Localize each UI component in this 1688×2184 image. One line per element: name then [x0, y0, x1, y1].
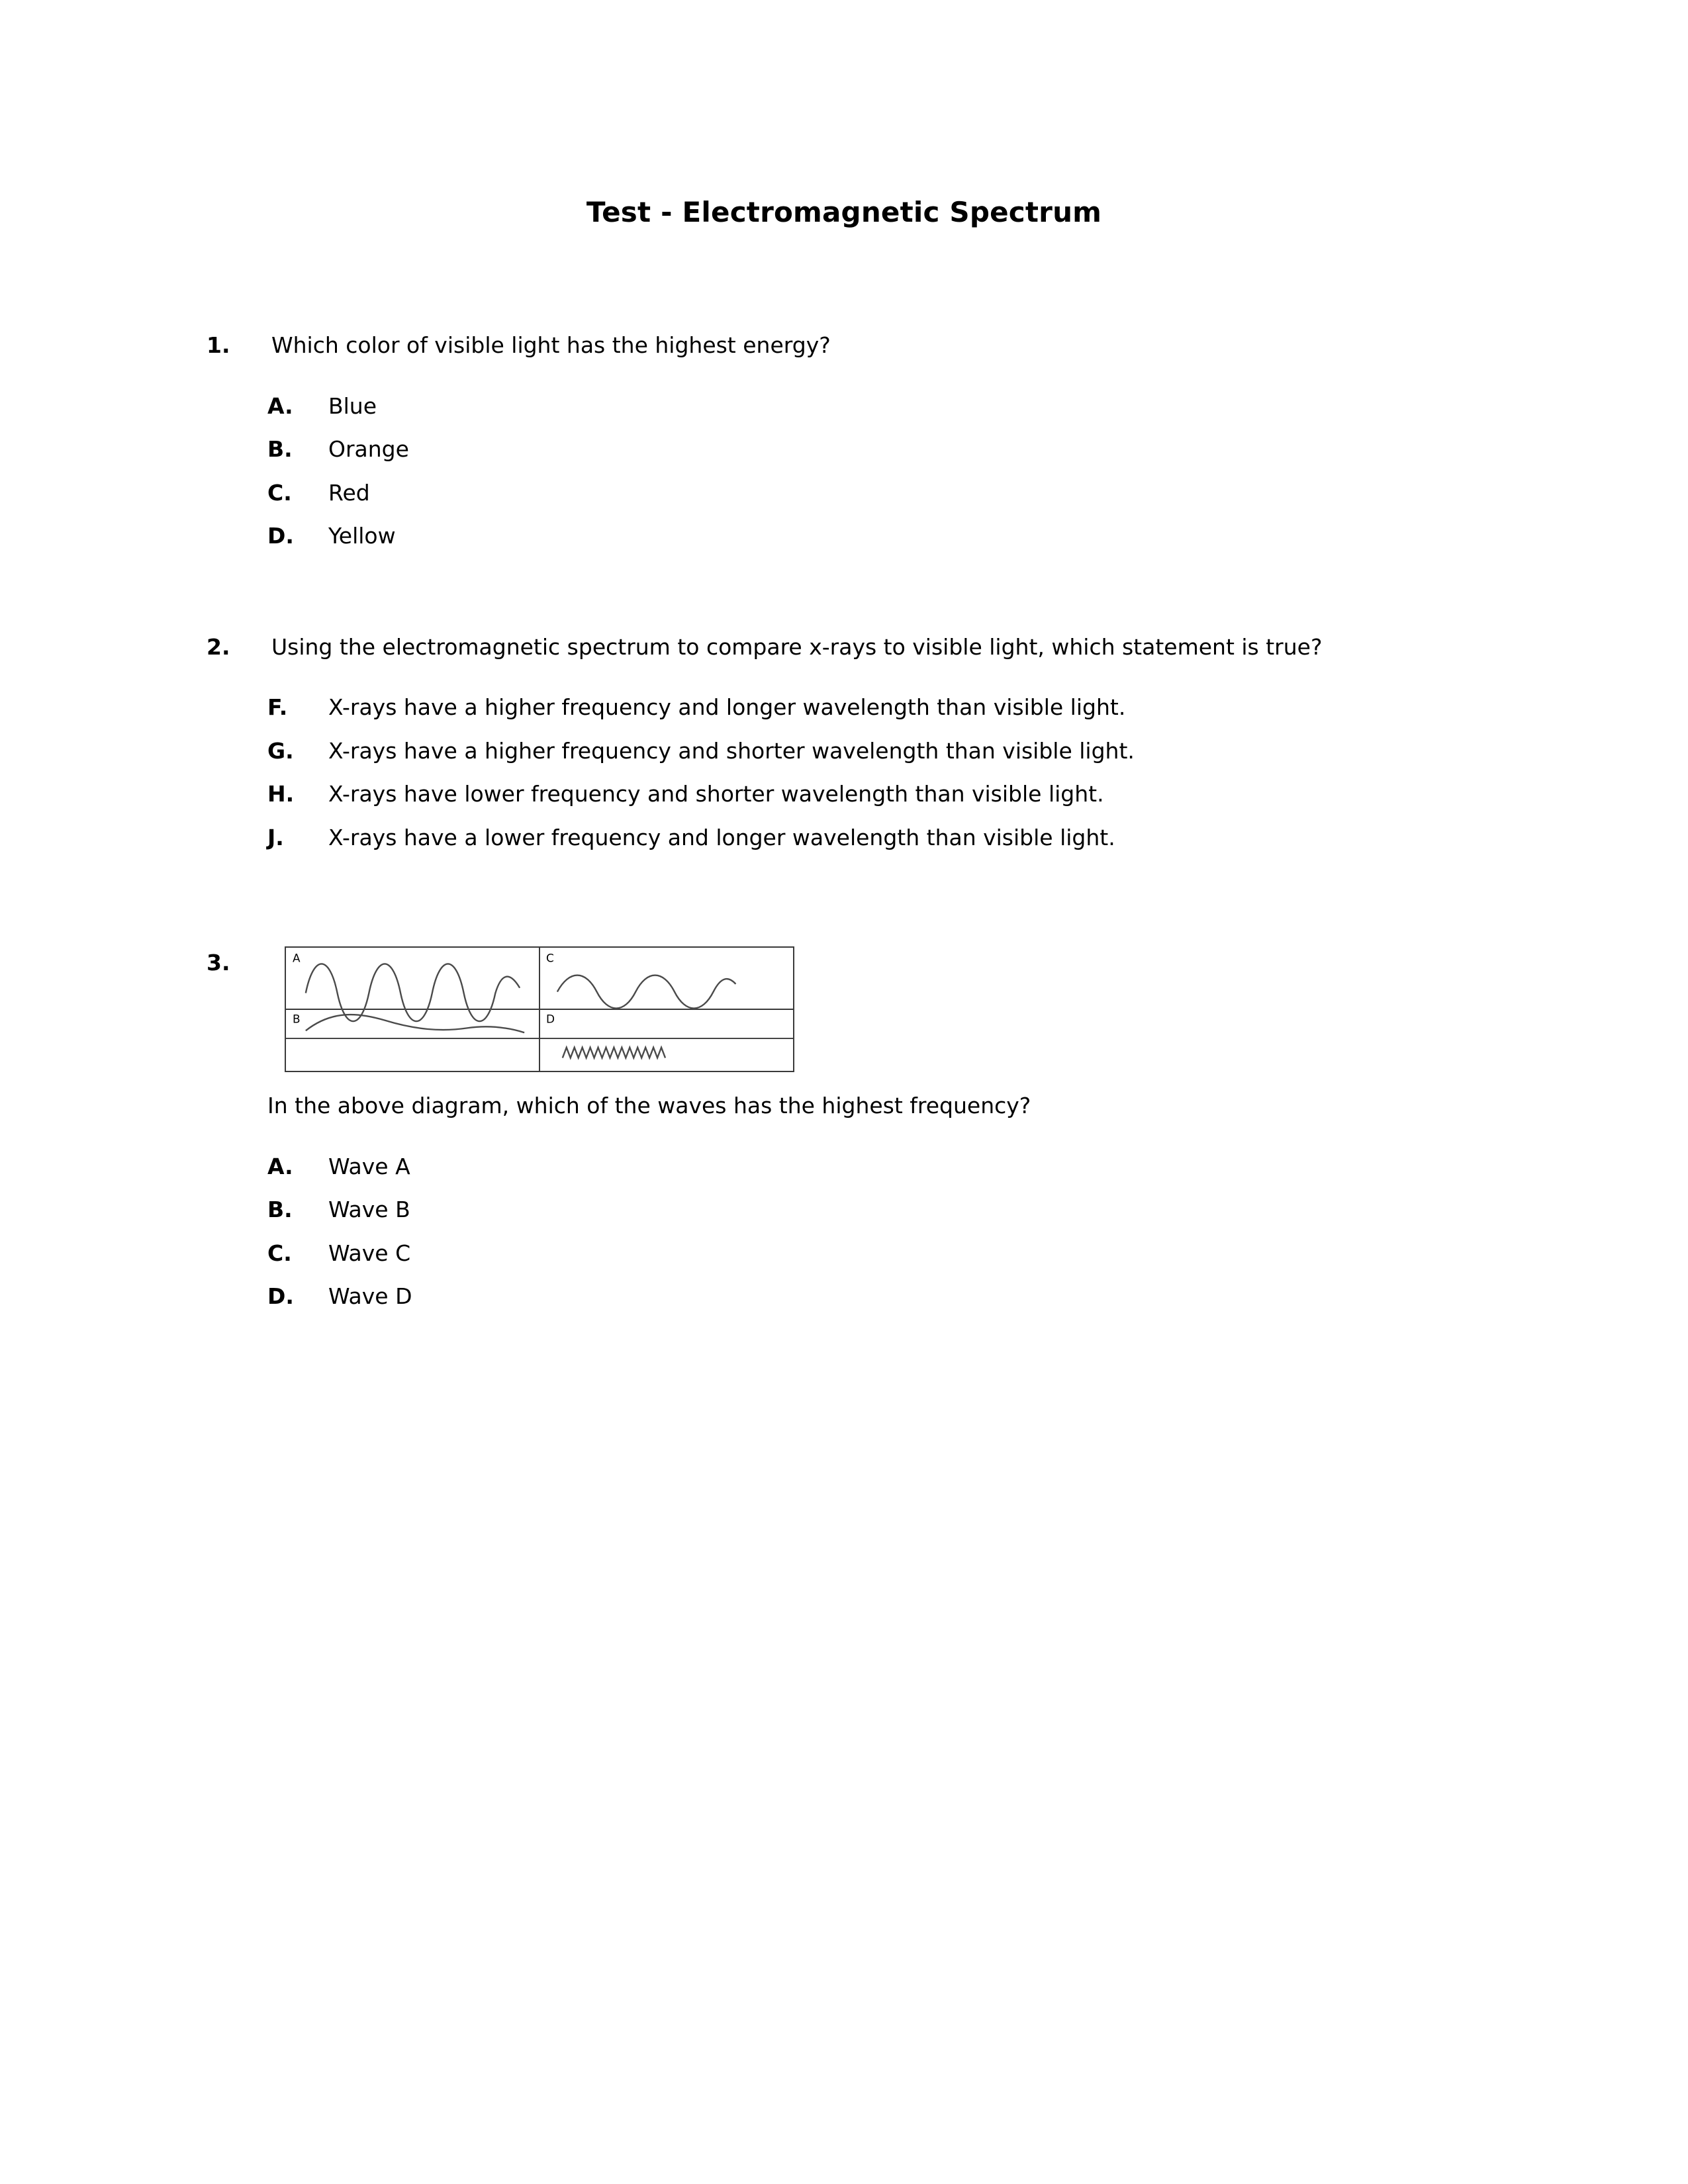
- choice-3d[interactable]: [267, 1280, 1688, 1313]
- question-1-text: Which color of visible light has the highest energy?: [271, 332, 831, 358]
- choice-1a-letter: A.: [267, 392, 293, 419]
- choice-1b[interactable]: [267, 433, 1688, 466]
- question-2-text: Using the electromagnetic spectrum to compare x-rays to visible light, which statement is true?: [271, 633, 1323, 660]
- choice-1d-letter: D.: [267, 523, 294, 549]
- choice-2h-text: X-rays have lower frequency and shorter wavelength than visible light.: [328, 781, 1104, 807]
- choice-1b-letter: B.: [267, 436, 293, 462]
- choice-2h-letter: H.: [267, 781, 295, 807]
- choice-1c[interactable]: [267, 477, 1688, 510]
- wave-b-path: [306, 1015, 524, 1032]
- choice-2j[interactable]: [267, 821, 1688, 854]
- choice-3a-text: Wave A: [328, 1153, 410, 1179]
- choice-3c-text: Wave C: [328, 1240, 411, 1266]
- choice-3c-letter: C.: [267, 1240, 292, 1266]
- choice-2f-letter: F.: [267, 694, 288, 720]
- wave-a-path: [306, 964, 520, 1021]
- question-1: [0, 329, 1688, 553]
- choice-2f-text: X-rays have a higher frequency and longer wavelength than visible light.: [328, 694, 1126, 720]
- wave-label-d: D: [545, 1012, 555, 1026]
- question-2: [0, 631, 1688, 854]
- choice-1a-text: Blue: [328, 392, 377, 419]
- question-3-number: 3.: [207, 950, 230, 976]
- choice-3b[interactable]: [267, 1193, 1688, 1226]
- choice-3c[interactable]: [267, 1237, 1688, 1270]
- wave-label-a: A: [292, 951, 301, 965]
- wave-label-b: B: [292, 1012, 301, 1026]
- question-3-diagram-wrap: [0, 946, 1688, 1072]
- choice-2f[interactable]: [267, 691, 1688, 724]
- choice-3a[interactable]: [267, 1150, 1688, 1183]
- choice-2g[interactable]: [267, 735, 1688, 768]
- question-1-row: [0, 329, 1688, 362]
- question-1-number: 1.: [207, 332, 230, 358]
- choice-1b-text: Orange: [328, 436, 409, 462]
- choice-2j-letter: J.: [267, 824, 284, 850]
- question-3-choices: [0, 1150, 1688, 1313]
- wave-c-path: [557, 976, 736, 1009]
- choice-3d-text: Wave D: [328, 1283, 412, 1309]
- choice-1c-letter: C.: [267, 479, 292, 506]
- question-2-row: [0, 631, 1688, 664]
- wave-d-path: [563, 1048, 665, 1058]
- question-2-number: 2.: [207, 633, 230, 660]
- choice-3b-text: Wave B: [328, 1197, 410, 1222]
- choice-2g-text: X-rays have a higher frequency and shorter wavelength than visible light.: [328, 737, 1135, 764]
- choice-1d-text: Yellow: [328, 523, 396, 549]
- choice-1c-text: Red: [328, 479, 370, 506]
- question-1-choices: [0, 390, 1688, 553]
- wave-diagram: [285, 946, 794, 1072]
- choice-1d[interactable]: [267, 520, 1688, 553]
- choice-3d-letter: D.: [267, 1283, 294, 1309]
- choice-1a[interactable]: [267, 390, 1688, 423]
- choice-3b-letter: B.: [267, 1197, 293, 1222]
- wave-label-c: C: [545, 951, 554, 965]
- choice-2j-text: X-rays have a lower frequency and longer wavelength than visible light.: [328, 824, 1115, 850]
- page-title: Test - Electromagnetic Spectrum: [586, 196, 1102, 228]
- question-3: [0, 946, 1688, 1313]
- choice-3a-letter: A.: [267, 1153, 293, 1179]
- question-2-choices: [0, 691, 1688, 854]
- choice-2h[interactable]: [267, 778, 1688, 811]
- choice-2g-letter: G.: [267, 737, 294, 764]
- question-3-caption: In the above diagram, which of the waves has the highest frequency?: [267, 1093, 1031, 1118]
